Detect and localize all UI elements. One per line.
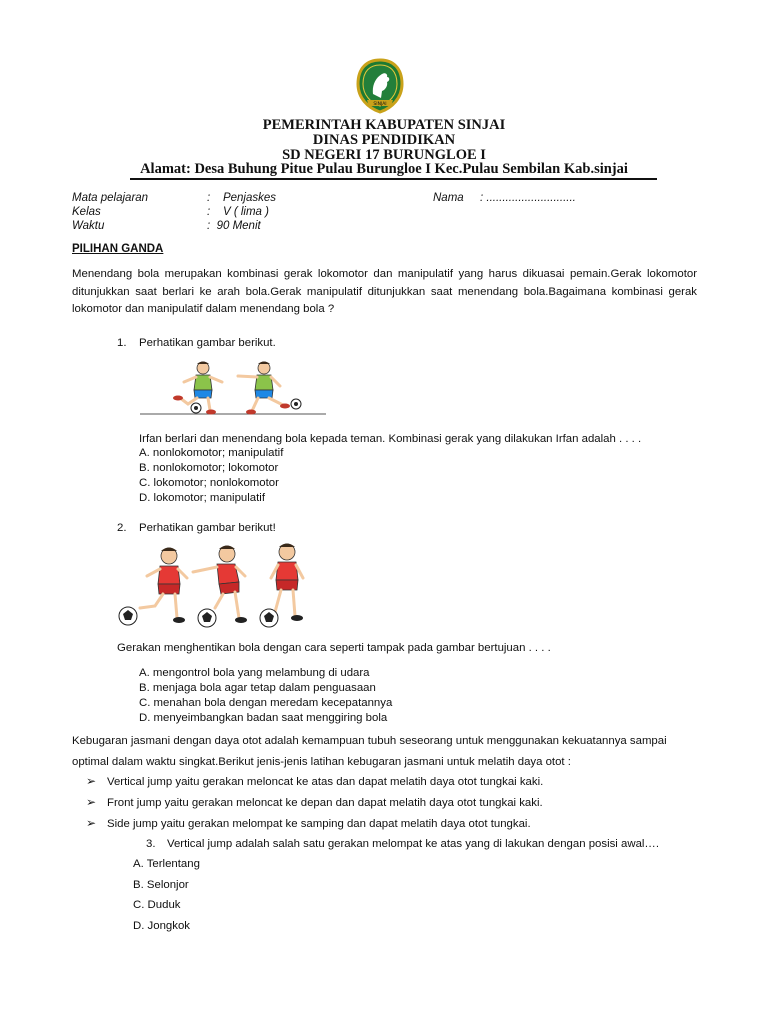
class-value: : V ( lima ) — [207, 206, 269, 218]
q2-trapping-illustration — [115, 542, 315, 630]
q2-prompt: Perhatikan gambar berikut! — [139, 522, 276, 534]
arrow-bullet-icon: ➢ — [86, 774, 97, 788]
intro-line: ditunjukkan saat berlari ke arah bola.Gerak manipulatif ditunjukkan saat menendang bola.Bagaimana kombinasi gerak — [72, 285, 697, 298]
q2-option-b[interactable]: B. menjaga bola agar tetap dalam penguasaan — [139, 682, 376, 694]
fitness-paragraph-line-1: Kebugaran jasmani dengan daya otot adalah kemampuan tubuh seseorang untuk menggunakan kekuatannya sampai — [72, 735, 667, 747]
q2-question: Gerakan menghentikan bola dengan cara seperti tampak pada gambar bertujuan . . . . — [117, 642, 551, 654]
q3-number: 3. — [146, 838, 156, 850]
header-line-school: SD NEGERI 17 BURUNGLOE I — [282, 147, 486, 163]
subject-value: : Penjaskes — [207, 192, 277, 204]
logo-ribbon-text: SINJAI — [373, 102, 387, 107]
class-label: Kelas — [72, 206, 101, 218]
q1-option-d[interactable]: D. lokomotor; manipulatif — [139, 492, 265, 504]
q3-option-b[interactable]: B. Selonjor — [133, 879, 189, 891]
bullet-vertical-jump: Vertical jump yaitu gerakan meloncat ke atas dan dapat melatih daya otot tungkai kaki. — [107, 776, 544, 788]
name-field: : ............................ — [480, 192, 576, 204]
q3-question: Vertical jump adalah salah satu gerakan melompat ke atas yang di lakukan dengan posisi awal…. — [167, 838, 659, 850]
intro-paragraph — [72, 266, 697, 319]
header-address: Alamat: Desa Buhung Pitue Pulau Burungloe I Kec.Pulau Sembilan Kab.sinjai — [140, 161, 628, 177]
q1-prompt: Perhatikan gambar berikut. — [139, 337, 276, 349]
intro-line: Menendang bola merupakan kombinasi gerak lokomotor dan manipulatif yang harus dikuasai pemain.Gerak lokomotor — [72, 268, 697, 280]
q3-option-a[interactable]: A. Terlentang — [133, 858, 200, 870]
header-line-government: PEMERINTAH KABUPATEN SINJAI — [262, 117, 506, 133]
arrow-bullet-icon: ➢ — [86, 816, 97, 830]
q1-kicking-illustration — [140, 358, 326, 418]
regency-logo — [355, 58, 405, 114]
name-label: Nama — [433, 192, 464, 204]
arrow-bullet-icon: ➢ — [86, 795, 97, 809]
q3-option-d[interactable]: D. Jongkok — [133, 920, 190, 932]
bullet-side-jump: Side jump yaitu gerakan melompat ke samping dan dapat melatih daya otot tungkai. — [107, 818, 531, 830]
q2-option-c[interactable]: C. menahan bola dengan meredam kecepatannya — [139, 697, 393, 709]
intro-line: lokomotor dan manipulatif dalam menendang bola ? — [72, 303, 335, 315]
q2-number: 2. — [117, 522, 127, 534]
q2-option-a[interactable]: A. mengontrol bola yang melambung di udara — [139, 667, 370, 679]
q1-number: 1. — [117, 337, 127, 349]
q2-option-d[interactable]: D. menyeimbangkan badan saat menggiring bola — [139, 712, 388, 724]
q1-option-c[interactable]: C. lokomotor; nonlokomotor — [139, 477, 279, 489]
q1-option-b[interactable]: B. nonlokomotor; lokomotor — [139, 462, 279, 474]
header-line-department: DINAS PENDIDIKAN — [312, 132, 456, 148]
fitness-paragraph-line-2: optimal dalam waktu singkat.Berikut jenis-jenis latihan kebugaran jasmani untuk melatih daya otot : — [72, 756, 571, 768]
q3-option-c[interactable]: C. Duduk — [133, 899, 181, 911]
q1-question: Irfan berlari dan menendang bola kepada teman. Kombinasi gerak yang dilakukan Irfan adalah . . . . — [139, 433, 642, 445]
subject-label: Mata pelajaran — [72, 192, 149, 204]
section-title: PILIHAN GANDA — [72, 243, 164, 255]
q1-option-a[interactable]: A. nonlokomotor; manipulatif — [139, 447, 284, 459]
time-value: : 90 Menit — [207, 220, 261, 232]
header-divider — [130, 178, 657, 180]
bullet-front-jump: Front jump yaitu gerakan meloncat ke depan dan dapat melatih daya otot tungkai kaki. — [107, 797, 543, 809]
time-label: Waktu — [72, 220, 105, 232]
